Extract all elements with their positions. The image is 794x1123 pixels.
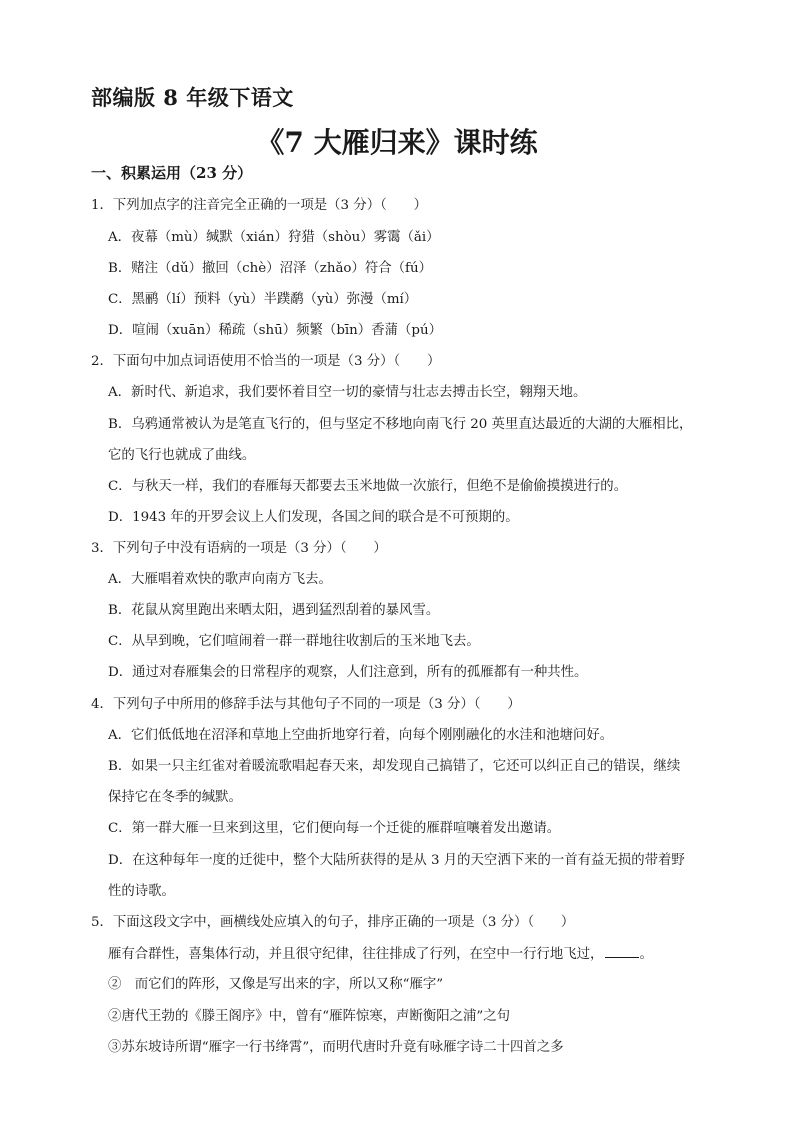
question-1-stem: 1．下列加点字的注音完全正确的一项是（3 分）（ ） (91, 198, 427, 213)
question-4-option-c: C．第一群大雁一旦来到这里，它们便向每一个迁徙的雁群喧嚷着发出邀请。 (108, 821, 561, 836)
question-1-option-a: A．夜幕（mù）缄默（xián）狩猎（shòu）雾霭（ǎi） (108, 230, 440, 245)
passage-text: 雁有合群性，喜集体行动，并且很守纪律，往往排成了行列，在空中一行行地飞过， (108, 947, 604, 962)
question-4-option-d-cont: 性的诗歌。 (108, 884, 175, 899)
question-5-sentence-2: ②唐代王勃的《滕王阁序》中，曾有“雁阵惊寒，声断衡阳之浦”之句 (108, 1009, 511, 1024)
question-5-sentence-1: ② 而它们的阵形，又像是写出来的字，所以又称“雁字” (108, 977, 444, 992)
question-3-stem: 3．下列句子中没有语病的一项是（3 分）（ ） (91, 541, 387, 556)
question-2-stem: 2．下面句中加点词语使用不恰当的一项是（3 分）（ ） (91, 354, 441, 369)
question-4-option-a: A．它们低低地在沼泽和草地上空曲折地穿行着，向每个刚刚融化的水洼和池塘问好。 (108, 728, 614, 743)
section-heading: 一、积累运用（23 分） (91, 164, 253, 182)
question-3-option-b: B．花鼠从窝里跑出来晒太阳，遇到猛烈刮着的暴风雪。 (108, 603, 440, 618)
question-4-option-d: D．在这种每年一度的迁徙中，整个大陆所获得的是从 3 月的天空洒下来的一首有益无损的带着野 (108, 853, 685, 868)
page-title: 《7 大雁归来》课时练 (256, 126, 538, 159)
question-5-sentence-3: ③苏东坡诗所谓“雁字一行书绛霄”，而明代唐时升竟有咏雁字诗二十四首之多 (108, 1040, 564, 1055)
question-2-option-c: C．与秋天一样，我们的春雁每天都要去玉米地做一次旅行，但绝不是偷偷摸摸进行的。 (108, 479, 628, 494)
question-3-option-a: A．大雁唱着欢快的歌声向南方飞去。 (108, 572, 332, 587)
question-2-option-b: B．乌鸦通常被认为是笔直飞行的，但与坚定不移地向南飞行 20 英里直达最近的大湖的大雁相比， (108, 417, 693, 432)
question-5-stem: 5．下面这段文字中，画横线处应填入的句子，排序正确的一项是（3 分）（ ） (91, 915, 575, 930)
question-3-option-d: D．通过对春雁集会的日常程序的观察，人们注意到，所有的孤雁都有一种共性。 (108, 665, 588, 680)
question-2-option-b-cont: 它的飞行也就成了曲线。 (108, 448, 256, 463)
fill-blank (605, 944, 639, 958)
question-1-option-c: C．黑鹂（lí）预料（yù）半蹼鹬（yù）弥漫（mí） (108, 292, 418, 307)
passage-end-mark: 。 (639, 947, 653, 962)
question-2-option-a: A．新时代、新追求，我们要怀着目空一切的豪情与壮志去搏击长空，翱翔天地。 (108, 385, 587, 400)
question-1-option-d: D．喧闹（xuān）稀疏（shū）频繁（bīn）香蒲（pú） (108, 323, 442, 338)
question-2-option-d: D．1943 年的开罗会议上人们发现，各国之间的联合是不可预期的。 (108, 510, 519, 525)
question-4-stem: 4．下列句子中所用的修辞手法与其他句子不同的一项是（3 分）（ ） (91, 697, 521, 712)
question-4-option-b: B．如果一只主红雀对着暖流歌唱起春天来，却发现自己搞错了，它还可以纠正自己的错误，继续 (108, 759, 681, 774)
question-1-option-b: B．赌注（dǔ）撤回（chè）沼泽（zhǎo）符合（fú） (108, 261, 433, 276)
question-3-option-c: C．从早到晚，它们喧闹着一群一群地往收割后的玉米地飞去。 (108, 634, 480, 649)
series-label: 部编版 8 年级下语文 (91, 85, 294, 110)
question-4-option-b-cont: 保持它在冬季的缄默。 (108, 790, 242, 805)
question-5-passage (108, 944, 653, 965)
